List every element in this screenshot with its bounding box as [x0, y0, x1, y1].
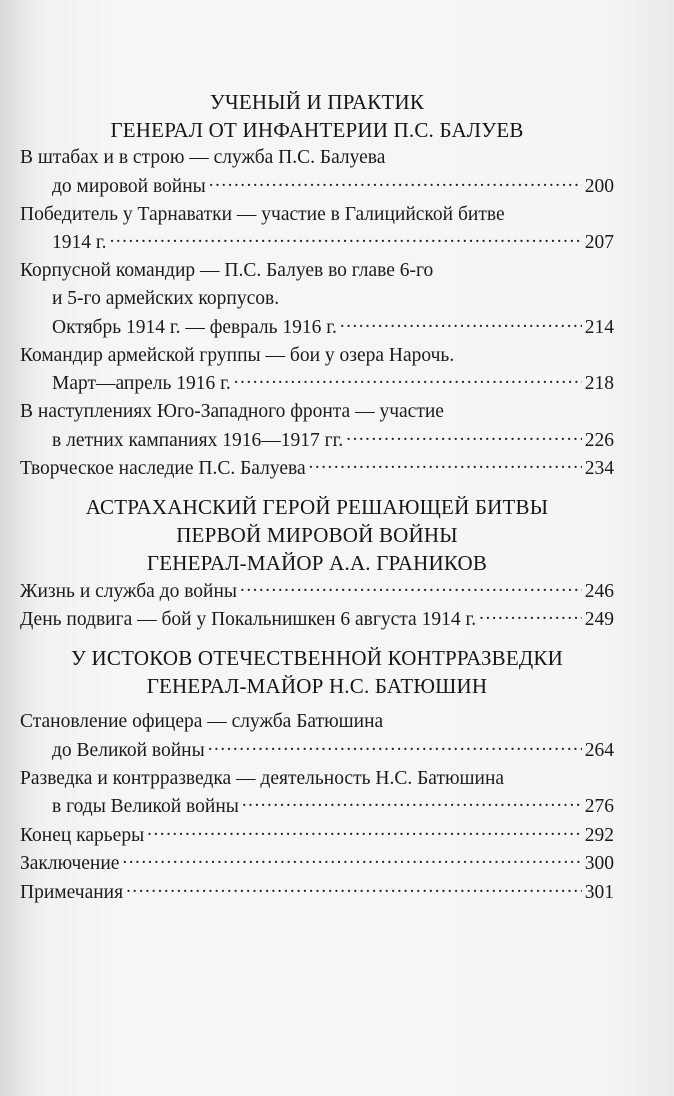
entry-page-number: 226 [584, 429, 614, 451]
entry-label: Заключение [20, 853, 120, 874]
toc-entry[interactable] [20, 606, 614, 635]
section-title-line: УЧЕНЫЙ И ПРАКТИК [209, 90, 425, 114]
entry-page-number: 292 [584, 824, 614, 846]
dot-leader [209, 172, 582, 192]
entry-label: Примечания [20, 881, 124, 903]
section-title [20, 644, 614, 700]
dot-leader [309, 455, 582, 475]
toc-entry[interactable] [20, 765, 614, 822]
entry-page-number: 234 [584, 458, 614, 479]
dot-leader [122, 850, 581, 870]
entry-label: Жизнь и служба до войны [20, 580, 238, 602]
entry-label: Творческое наследие П.С. Балуева [20, 458, 306, 479]
entry-text-line: Разведка и контрразведка — деятельность Н.С. Батюшина [20, 767, 505, 789]
entry-page-number: 207 [584, 232, 614, 253]
dot-leader [346, 426, 581, 446]
toc-section-granikov [20, 493, 614, 634]
entry-text-line: Корпусной командир — П.С. Балуев во главе 6-го [20, 260, 434, 281]
entry-label: до мировой войны [52, 175, 206, 197]
toc-entry[interactable] [20, 144, 614, 201]
toc-entry[interactable] [20, 201, 614, 258]
toc-entry[interactable] [20, 708, 614, 765]
dot-leader [147, 821, 582, 841]
entry-page-number: 200 [584, 175, 614, 197]
toc-section-baluev [20, 88, 614, 483]
section-title-line: ГЕНЕРАЛ-МАЙОР Н.С. БАТЮШИН [146, 674, 488, 698]
entry-page-number: 246 [584, 580, 614, 602]
entry-page-number: 264 [584, 739, 614, 761]
entry-label: День подвига — бой у Покальнишкен 6 августа 1914 г. [20, 609, 477, 630]
toc-entry[interactable] [20, 455, 614, 484]
dot-leader [208, 736, 582, 756]
entry-label: Октябрь 1914 г. — февраль 1916 г. [52, 316, 337, 338]
dot-leader [110, 229, 582, 249]
section-title [20, 88, 614, 144]
entry-text-line: Командир армейской группы — бои у озера Нарочь. [20, 344, 455, 366]
toc-entry[interactable] [20, 878, 614, 907]
toc-entry[interactable] [20, 342, 614, 399]
dot-leader [242, 793, 582, 813]
section-title-line: ГЕНЕРАЛ ОТ ИНФАНТЕРИИ П.С. БАЛУЕВ [110, 118, 524, 142]
toc-entry[interactable] [20, 398, 614, 455]
toc-entry[interactable] [20, 577, 614, 606]
entry-text-line: В наступлениях Юго-Западного фронта — участие [20, 401, 444, 422]
entry-text-line: В штабах и в строю — служба П.С. Балуева [20, 147, 386, 168]
dot-leader [126, 878, 582, 898]
dot-leader [340, 313, 582, 333]
section-title [20, 493, 614, 577]
entry-text-line: Становление офицера — служба Батюшина [20, 711, 384, 732]
entry-label: 1914 г. [52, 232, 107, 253]
entry-text-line: Победитель у Тарнаватки — участие в Галицийской битве [20, 203, 505, 225]
entry-page-number: 276 [584, 796, 614, 817]
entry-text-line: и 5-го армейских корпусов. [52, 288, 280, 309]
entry-label: в летних кампаниях 1916—1917 гг. [52, 429, 344, 451]
entry-page-number: 214 [584, 316, 614, 338]
entry-label: Конец карьеры [20, 824, 145, 846]
section-title-line: У ИСТОКОВ ОТЕЧЕСТВЕННОЙ КОНТРРАЗВЕДКИ [71, 646, 563, 670]
entry-page-number: 300 [584, 853, 614, 874]
section-title-line: ГЕНЕРАЛ-МАЙОР А.А. ГРАНИКОВ [146, 551, 488, 575]
entry-label: Март—апрель 1916 г. [52, 373, 231, 394]
entry-label: в годы Великой войны [52, 796, 239, 817]
entry-label: до Великой войны [52, 739, 205, 761]
section-title-line: ПЕРВОЙ МИРОВОЙ ВОЙНЫ [176, 523, 458, 547]
section-title-line: АСТРАХАНСКИЙ ГЕРОЙ РЕШАЮЩЕЙ БИТВЫ [85, 495, 549, 519]
entry-page-number: 301 [584, 881, 614, 903]
table-of-contents [20, 88, 614, 907]
toc-entry[interactable] [20, 850, 614, 879]
dot-leader [240, 577, 582, 597]
toc-entry[interactable] [20, 257, 614, 342]
toc-section-batyushin [20, 644, 614, 907]
toc-entry[interactable] [20, 821, 614, 850]
entry-page-number: 218 [584, 373, 614, 394]
entry-page-number: 249 [584, 609, 614, 630]
dot-leader [234, 370, 582, 390]
dot-leader [479, 606, 582, 626]
